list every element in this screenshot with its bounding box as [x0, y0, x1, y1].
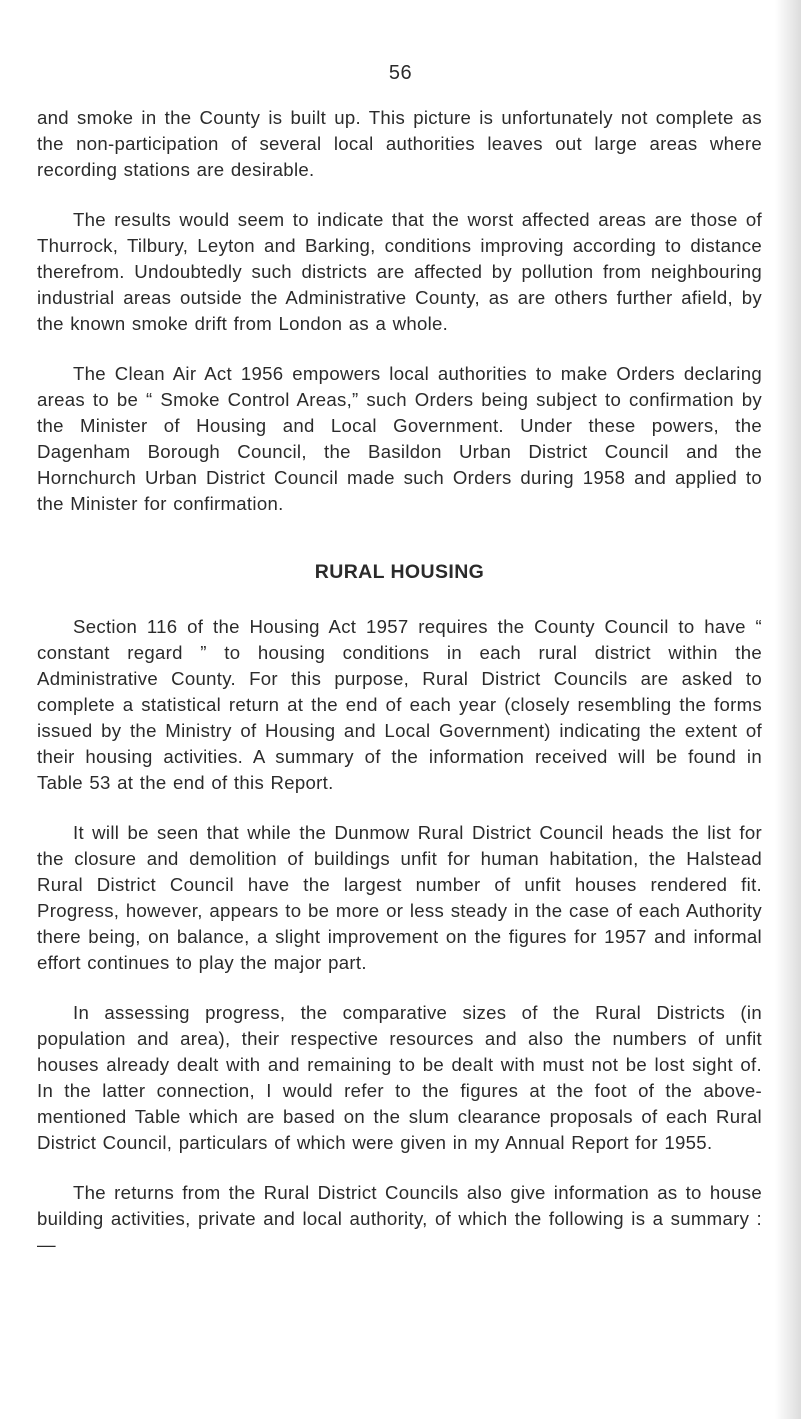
paragraph-housing-act: Section 116 of the Housing Act 1957 requires the County Council to have “ constant regard ” to housing conditions in each rural district within the Administrative County. For this purpose, Rural District Councils are asked to complete a statistical return at the end of each year (closely resembling the forms issued by the Ministry of Housing and Local Government) indicating the extent of their housing activities. A summary of the information received will be found in Table 53 at the end of this Report. — [37, 616, 762, 793]
paragraph-clean-air-act: The Clean Air Act 1956 empowers local authorities to make Orders declaring areas to be “ Smoke Control Areas,” such Orders being subject to confirmation by the Minister of Housing and Local Government. Under these powers, the Dagenham Borough Council, the Basildon Urban District Council and the Hornchurch Urban District Council made such Orders during 1958 and applied to the Minister for confirmation. — [37, 363, 762, 514]
paragraph-house-building-summary: The returns from the Rural District Councils also give information as to house building activities, private and local authority, of which the following is a summary :— — [37, 1182, 762, 1255]
page-edge-shadow — [775, 0, 801, 1419]
document-body — [37, 105, 762, 1258]
paragraph-dunmow-halstead: It will be seen that while the Dunmow Rural District Council heads the list for the closure and demolition of buildings unfit for human habitation, the Halstead Rural District Council have the largest number of unfit houses rendered fit. Progress, however, appears to be more or less steady in the case of each Authority there being, on balance, a slight improvement on the figures for 1957 and informal effort continues to play the major part. — [37, 822, 762, 973]
paragraph-assessing-progress: In assessing progress, the comparative sizes of the Rural Districts (in population and area), their respective resources and also the numbers of unfit houses already dealt with and remaining to be dealt with must not be lost sight of. In the latter connection, I would refer to the figures at the foot of the above-mentioned Table which are based on the slum clearance proposals of each Rural District Council, particulars of which were given in my Annual Report for 1955. — [37, 1002, 762, 1153]
page-number: 56 — [388, 62, 413, 84]
section-heading-rural-housing: RURAL HOUSING — [314, 561, 485, 583]
paragraph-continuation: and smoke in the County is built up. This picture is unfortunately not complete as the non-participation of several local authorities leaves out large areas where recording stations are desirable. — [37, 107, 762, 180]
paragraph-results: The results would seem to indicate that the worst affected areas are those of Thurrock, Tilbury, Leyton and Barking, conditions improving according to distance therefrom. Undoubtedly such districts are affected by pollution from neighbouring industrial areas outside the Administrative County, as are others further afield, by the known smoke drift from London as a whole. — [37, 209, 762, 334]
